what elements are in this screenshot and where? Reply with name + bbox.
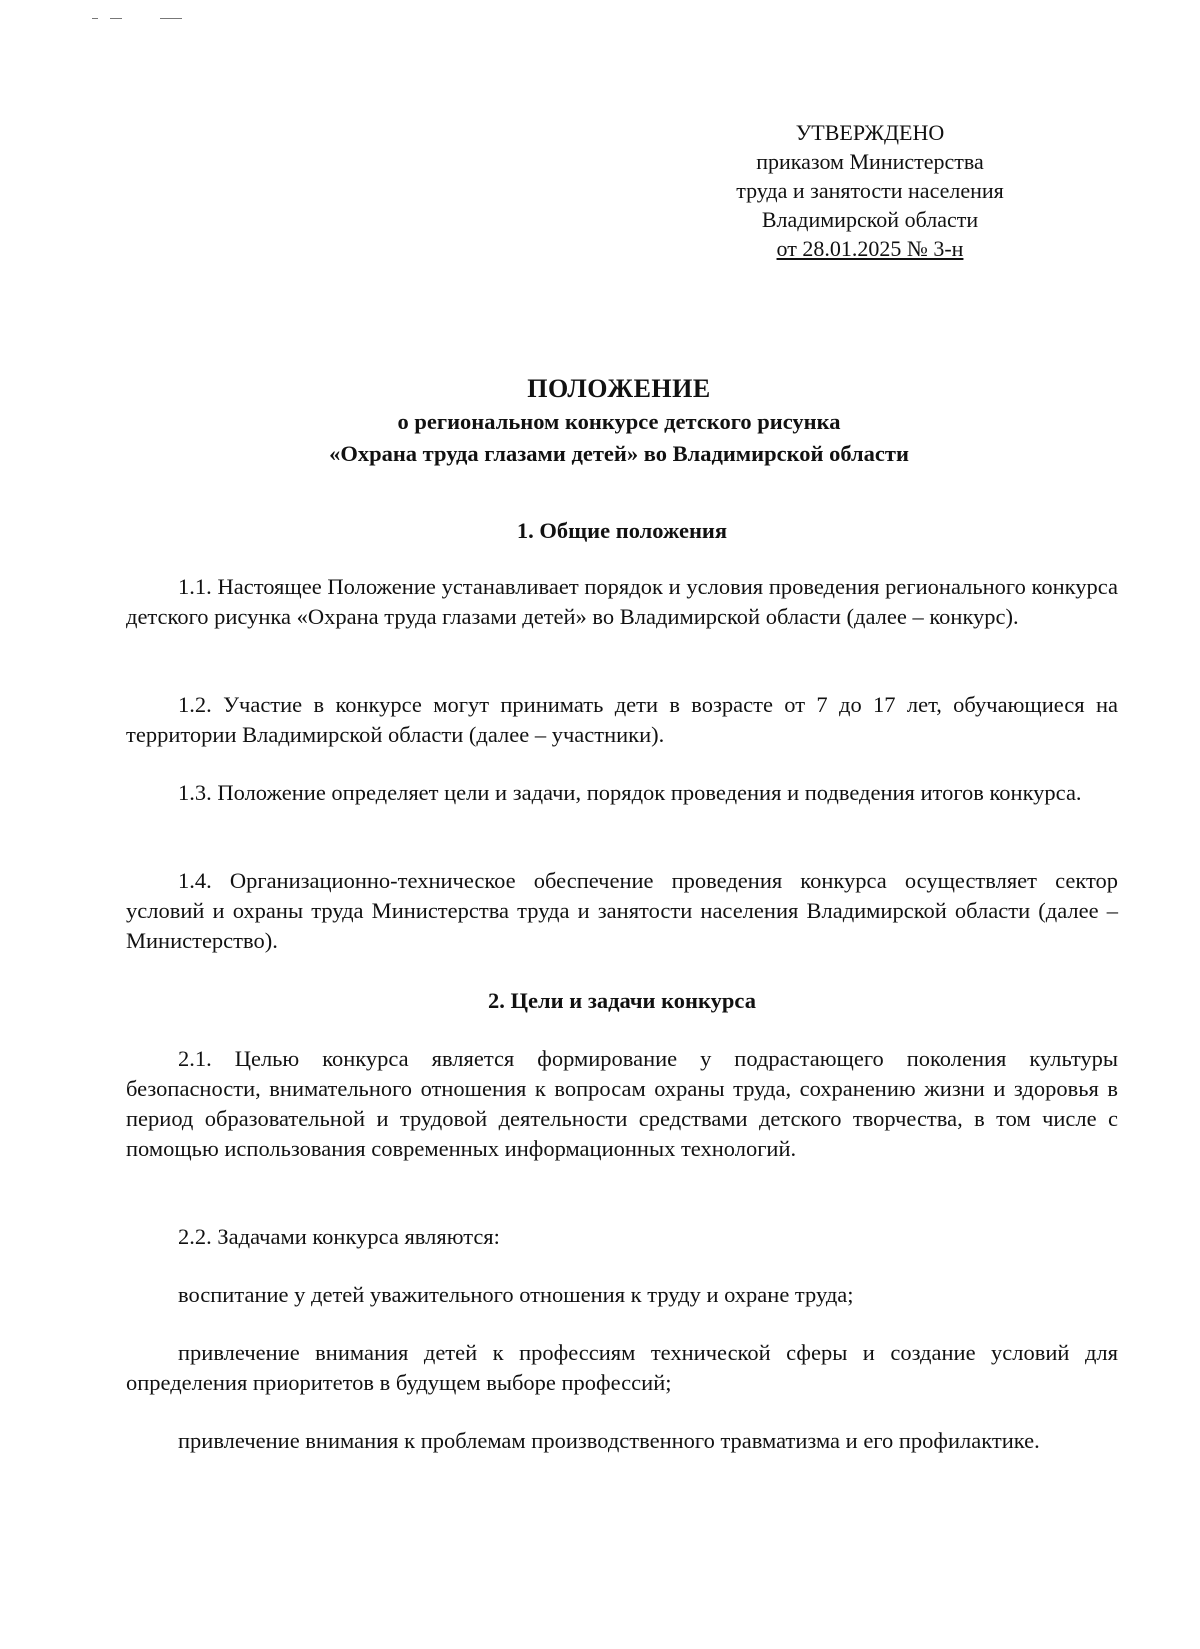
paragraph-text: 1.1. Настоящее Положение устанавливает порядок и условия проведения регионального конкурса детского рисунка «Охрана труда глазами детей» во Владимирской области (далее – конкурс). bbox=[126, 574, 1118, 629]
scan-artifact bbox=[160, 18, 182, 19]
paragraph-text: 1.3. Положение определяет цели и задачи, порядок проведения и подведения итогов конкурса. bbox=[178, 780, 1082, 805]
paragraph-1-4 bbox=[126, 866, 1118, 956]
paragraph-2-2 bbox=[126, 1222, 1118, 1252]
approval-order-reference: от 28.01.2025 № 3-н bbox=[776, 236, 964, 261]
document-title-main: ПОЛОЖЕНИЕ bbox=[527, 374, 711, 403]
paragraph-1-1 bbox=[126, 572, 1118, 632]
paragraph-text: 1.2. Участие в конкурсе могут принимать дети в возрасте от 7 до 17 лет, обучающиеся на территории Владимирской области (далее – участники). bbox=[126, 692, 1118, 747]
section-heading-goals: 2. Цели и задачи конкурса bbox=[488, 988, 756, 1013]
section-heading-general: 1. Общие положения bbox=[516, 518, 728, 543]
approval-line: приказом Министерства bbox=[756, 149, 984, 174]
scan-artifact bbox=[92, 18, 98, 19]
document-title-subtitle: «Охрана труда глазами детей» во Владимирской области bbox=[329, 441, 909, 466]
paragraph-text: 1.4. Организационно-техническое обеспечение проведения конкурса осуществляет сектор условий и охраны труда Министерства труда и занятости населения Владимирской области (далее – Министерство). bbox=[126, 868, 1118, 953]
paragraph-2-1 bbox=[126, 1044, 1118, 1164]
document-title bbox=[120, 372, 1118, 470]
task-item-professions bbox=[126, 1338, 1118, 1398]
approval-line: Владимирской области bbox=[761, 207, 979, 232]
paragraph-text: привлечение внимания к проблемам производственного травматизма и его профилактике. bbox=[178, 1428, 1040, 1453]
paragraph-text: 2.1. Целью конкурса является формирование у подрастающего поколения культуры безопасности, внимательного отношения к вопросам охраны труда, сохранению жизни и здоровья в период образовательной и трудовой деятельности средствами детского творчества, в том числе с помощью использования современных информационных технологий. bbox=[126, 1046, 1118, 1161]
paragraph-text: 2.2. Задачами конкурса являются: bbox=[178, 1224, 500, 1249]
paragraph-text: воспитание у детей уважительного отношения к труду и охране труда; bbox=[178, 1282, 854, 1307]
task-item-injury-prevention bbox=[126, 1426, 1118, 1456]
approval-line: труда и занятости населения bbox=[736, 178, 1004, 203]
paragraph-1-3 bbox=[126, 778, 1118, 808]
paragraph-text: привлечение внимания детей к профессиям технической сферы и создание условий для определения приоритетов в будущем выборе профессий; bbox=[126, 1340, 1118, 1395]
paragraph-1-2 bbox=[126, 690, 1118, 750]
document-title-subtitle: о региональном конкурсе детского рисунка bbox=[397, 409, 841, 434]
approval-title: УТВЕРЖДЕНО bbox=[795, 120, 945, 145]
approval-stamp bbox=[720, 118, 1020, 263]
task-item-respect bbox=[126, 1280, 1118, 1310]
scan-artifact bbox=[110, 18, 122, 19]
